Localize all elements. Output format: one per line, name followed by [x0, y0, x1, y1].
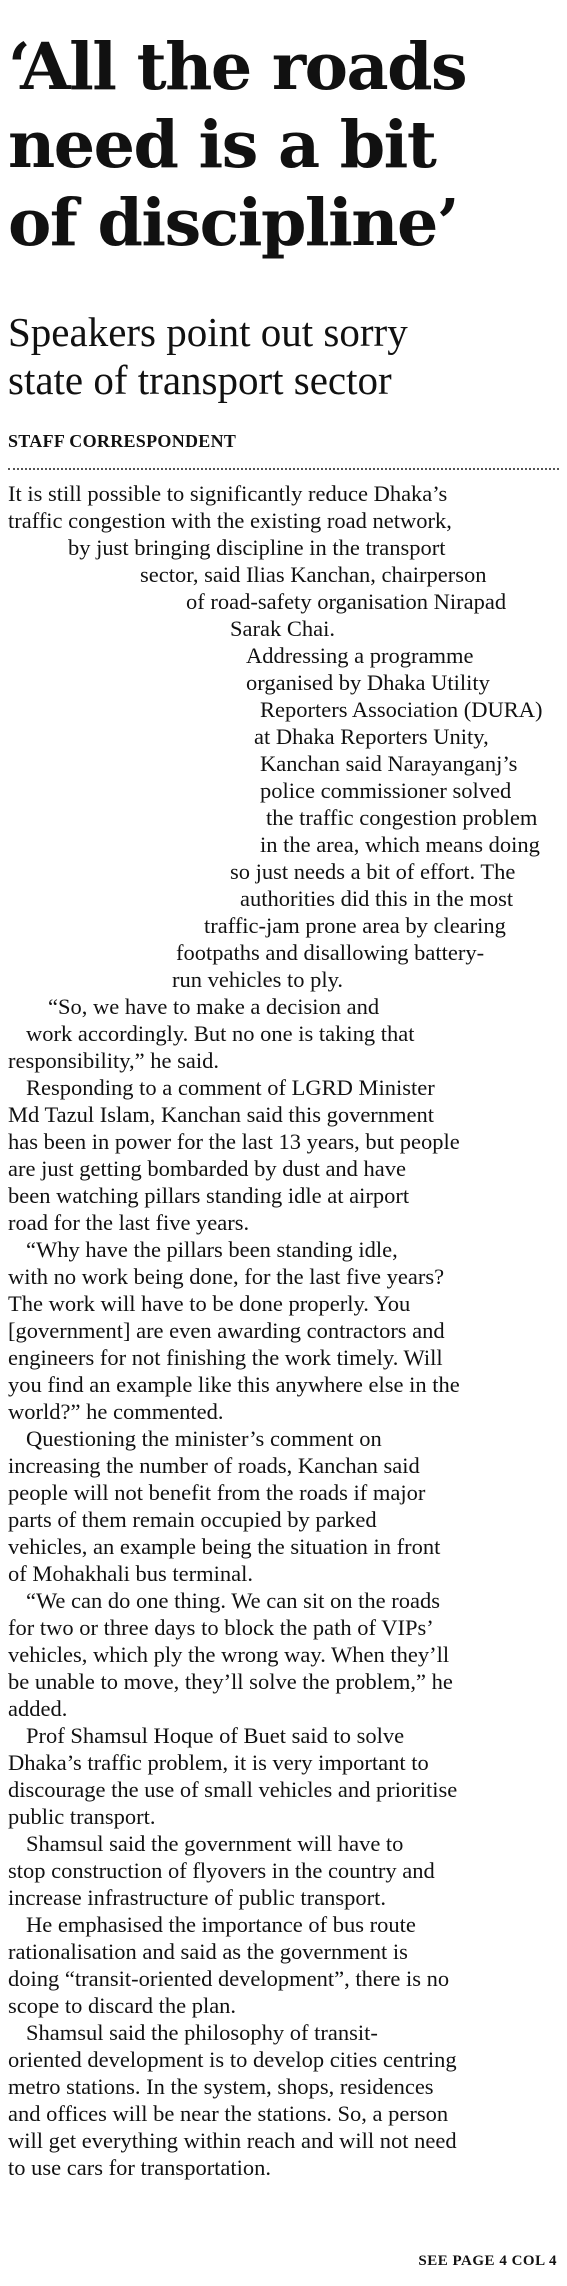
body-line: sector, said Ilias Kanchan, chairperson — [140, 562, 487, 587]
body-line: footpaths and disallowing battery- — [176, 940, 485, 965]
body-line: so just needs a bit of effort. The — [230, 859, 516, 884]
body-line: responsibility,” he said. — [8, 1048, 220, 1073]
body-line: police commissioner solved — [260, 778, 512, 803]
body-line: traffic congestion with the existing road network, — [8, 508, 452, 533]
body-line: authorities did this in the most — [240, 886, 514, 911]
body-line: are just getting bombarded by dust and have — [8, 1156, 407, 1181]
body-line: metro stations. In the system, shops, residences — [8, 2074, 434, 2099]
body-line: vehicles, an example being the situation in front — [8, 1534, 441, 1559]
body-line: by just bringing discipline in the transport — [68, 535, 446, 560]
body-line: you find an example like this anywhere else in the — [8, 1372, 460, 1397]
body-line: scope to discard the plan. — [8, 1993, 237, 2018]
body-line: people will not benefit from the roads if major — [8, 1480, 426, 1505]
body-line: “So, we have to make a decision and — [48, 994, 380, 1019]
body-line: stop construction of flyovers in the country and — [8, 1858, 435, 1883]
continuation-line: SEE PAGE 4 COL 4 — [418, 2253, 557, 2269]
body-line: discourage the use of small vehicles and prioritise — [8, 1777, 458, 1802]
body-line: of Mohakhali bus terminal. — [8, 1561, 253, 1586]
body-line: increase infrastructure of public transport. — [8, 1885, 386, 1910]
body-line: engineers for not finishing the work timely. Will — [8, 1345, 443, 1370]
body-line: public transport. — [8, 1804, 156, 1829]
body-line: “Why have the pillars been standing idle, — [26, 1237, 398, 1262]
body-line: Responding to a comment of LGRD Minister — [26, 1075, 435, 1100]
body-line: world?” he commented. — [8, 1399, 224, 1424]
body-line: Questioning the minister’s comment on — [26, 1426, 382, 1451]
body-line: “We can do one thing. We can sit on the roads — [26, 1588, 440, 1613]
body-line: will get everything within reach and will not need — [8, 2128, 457, 2153]
body-line: to use cars for transportation. — [8, 2155, 272, 2180]
body-line: the traffic congestion problem — [266, 805, 538, 830]
body-line: been watching pillars standing idle at airport — [8, 1183, 410, 1208]
dotted-divider — [8, 468, 559, 470]
body-line: parts of them remain occupied by parked — [8, 1507, 377, 1532]
body-line: Addressing a programme — [246, 643, 474, 668]
body-line: has been in power for the last 13 years, but people — [8, 1129, 460, 1154]
body-line: in the area, which means doing — [260, 832, 540, 857]
body-line: doing “transit-oriented development”, there is no — [8, 1966, 450, 1991]
body-line: It is still possible to significantly reduce Dhaka’s — [8, 481, 448, 506]
body-line: run vehicles to ply. — [172, 967, 344, 992]
byline: STAFF CORRESPONDENT — [8, 431, 237, 451]
subheadline-line: Speakers point out sorry — [8, 309, 408, 355]
body-line: The work will have to be done properly. You — [8, 1291, 411, 1316]
body-line: at Dhaka Reporters Unity, — [254, 724, 489, 749]
body-line: work accordingly. But no one is taking that — [26, 1021, 415, 1046]
body-line: be unable to move, they’ll solve the problem,” he — [8, 1669, 453, 1694]
body-line: rationalisation and said as the government is — [8, 1939, 408, 1964]
body-line: Reporters Association (DURA) — [260, 697, 543, 722]
body-line: oriented development is to develop cities centring — [8, 2047, 457, 2072]
body-line: vehicles, which ply the wrong way. When they’ll — [8, 1642, 450, 1667]
subheadline — [8, 308, 560, 404]
headline-line: ‘All the roads — [8, 29, 467, 105]
subheadline-line: state of transport sector — [8, 357, 392, 403]
body-line: Sarak Chai. — [230, 616, 335, 641]
body-line: added. — [8, 1696, 68, 1721]
body-line: increasing the number of roads, Kanchan said — [8, 1453, 420, 1478]
headline-line: need is a bit — [8, 107, 436, 183]
body-line: road for the last five years. — [8, 1210, 250, 1235]
body-line: Prof Shamsul Hoque of Buet said to solve — [26, 1723, 405, 1748]
body-line: [government] are even awarding contractors and — [8, 1318, 445, 1343]
body-line: Shamsul said the government will have to — [26, 1831, 404, 1856]
body-line: Md Tazul Islam, Kanchan said this government — [8, 1102, 435, 1127]
article-body — [8, 480, 561, 2181]
body-line: Shamsul said the philosophy of transit- — [26, 2020, 378, 2045]
body-line: He emphasised the importance of bus route — [26, 1912, 416, 1937]
headline-line: of discipline’ — [8, 185, 459, 261]
body-line: Dhaka’s traffic problem, it is very important to — [8, 1750, 429, 1775]
body-line: organised by Dhaka Utility — [246, 670, 490, 695]
body-line: of road-safety organisation Nirapad — [186, 589, 507, 614]
body-line: for two or three days to block the path of VIPs’ — [8, 1615, 434, 1640]
headline — [8, 28, 560, 262]
body-line: with no work being done, for the last five years? — [8, 1264, 445, 1289]
body-line: Kanchan said Narayanganj’s — [260, 751, 518, 776]
body-line: traffic-jam prone area by clearing — [204, 913, 506, 938]
body-line: and offices will be near the stations. So, a person — [8, 2101, 449, 2126]
